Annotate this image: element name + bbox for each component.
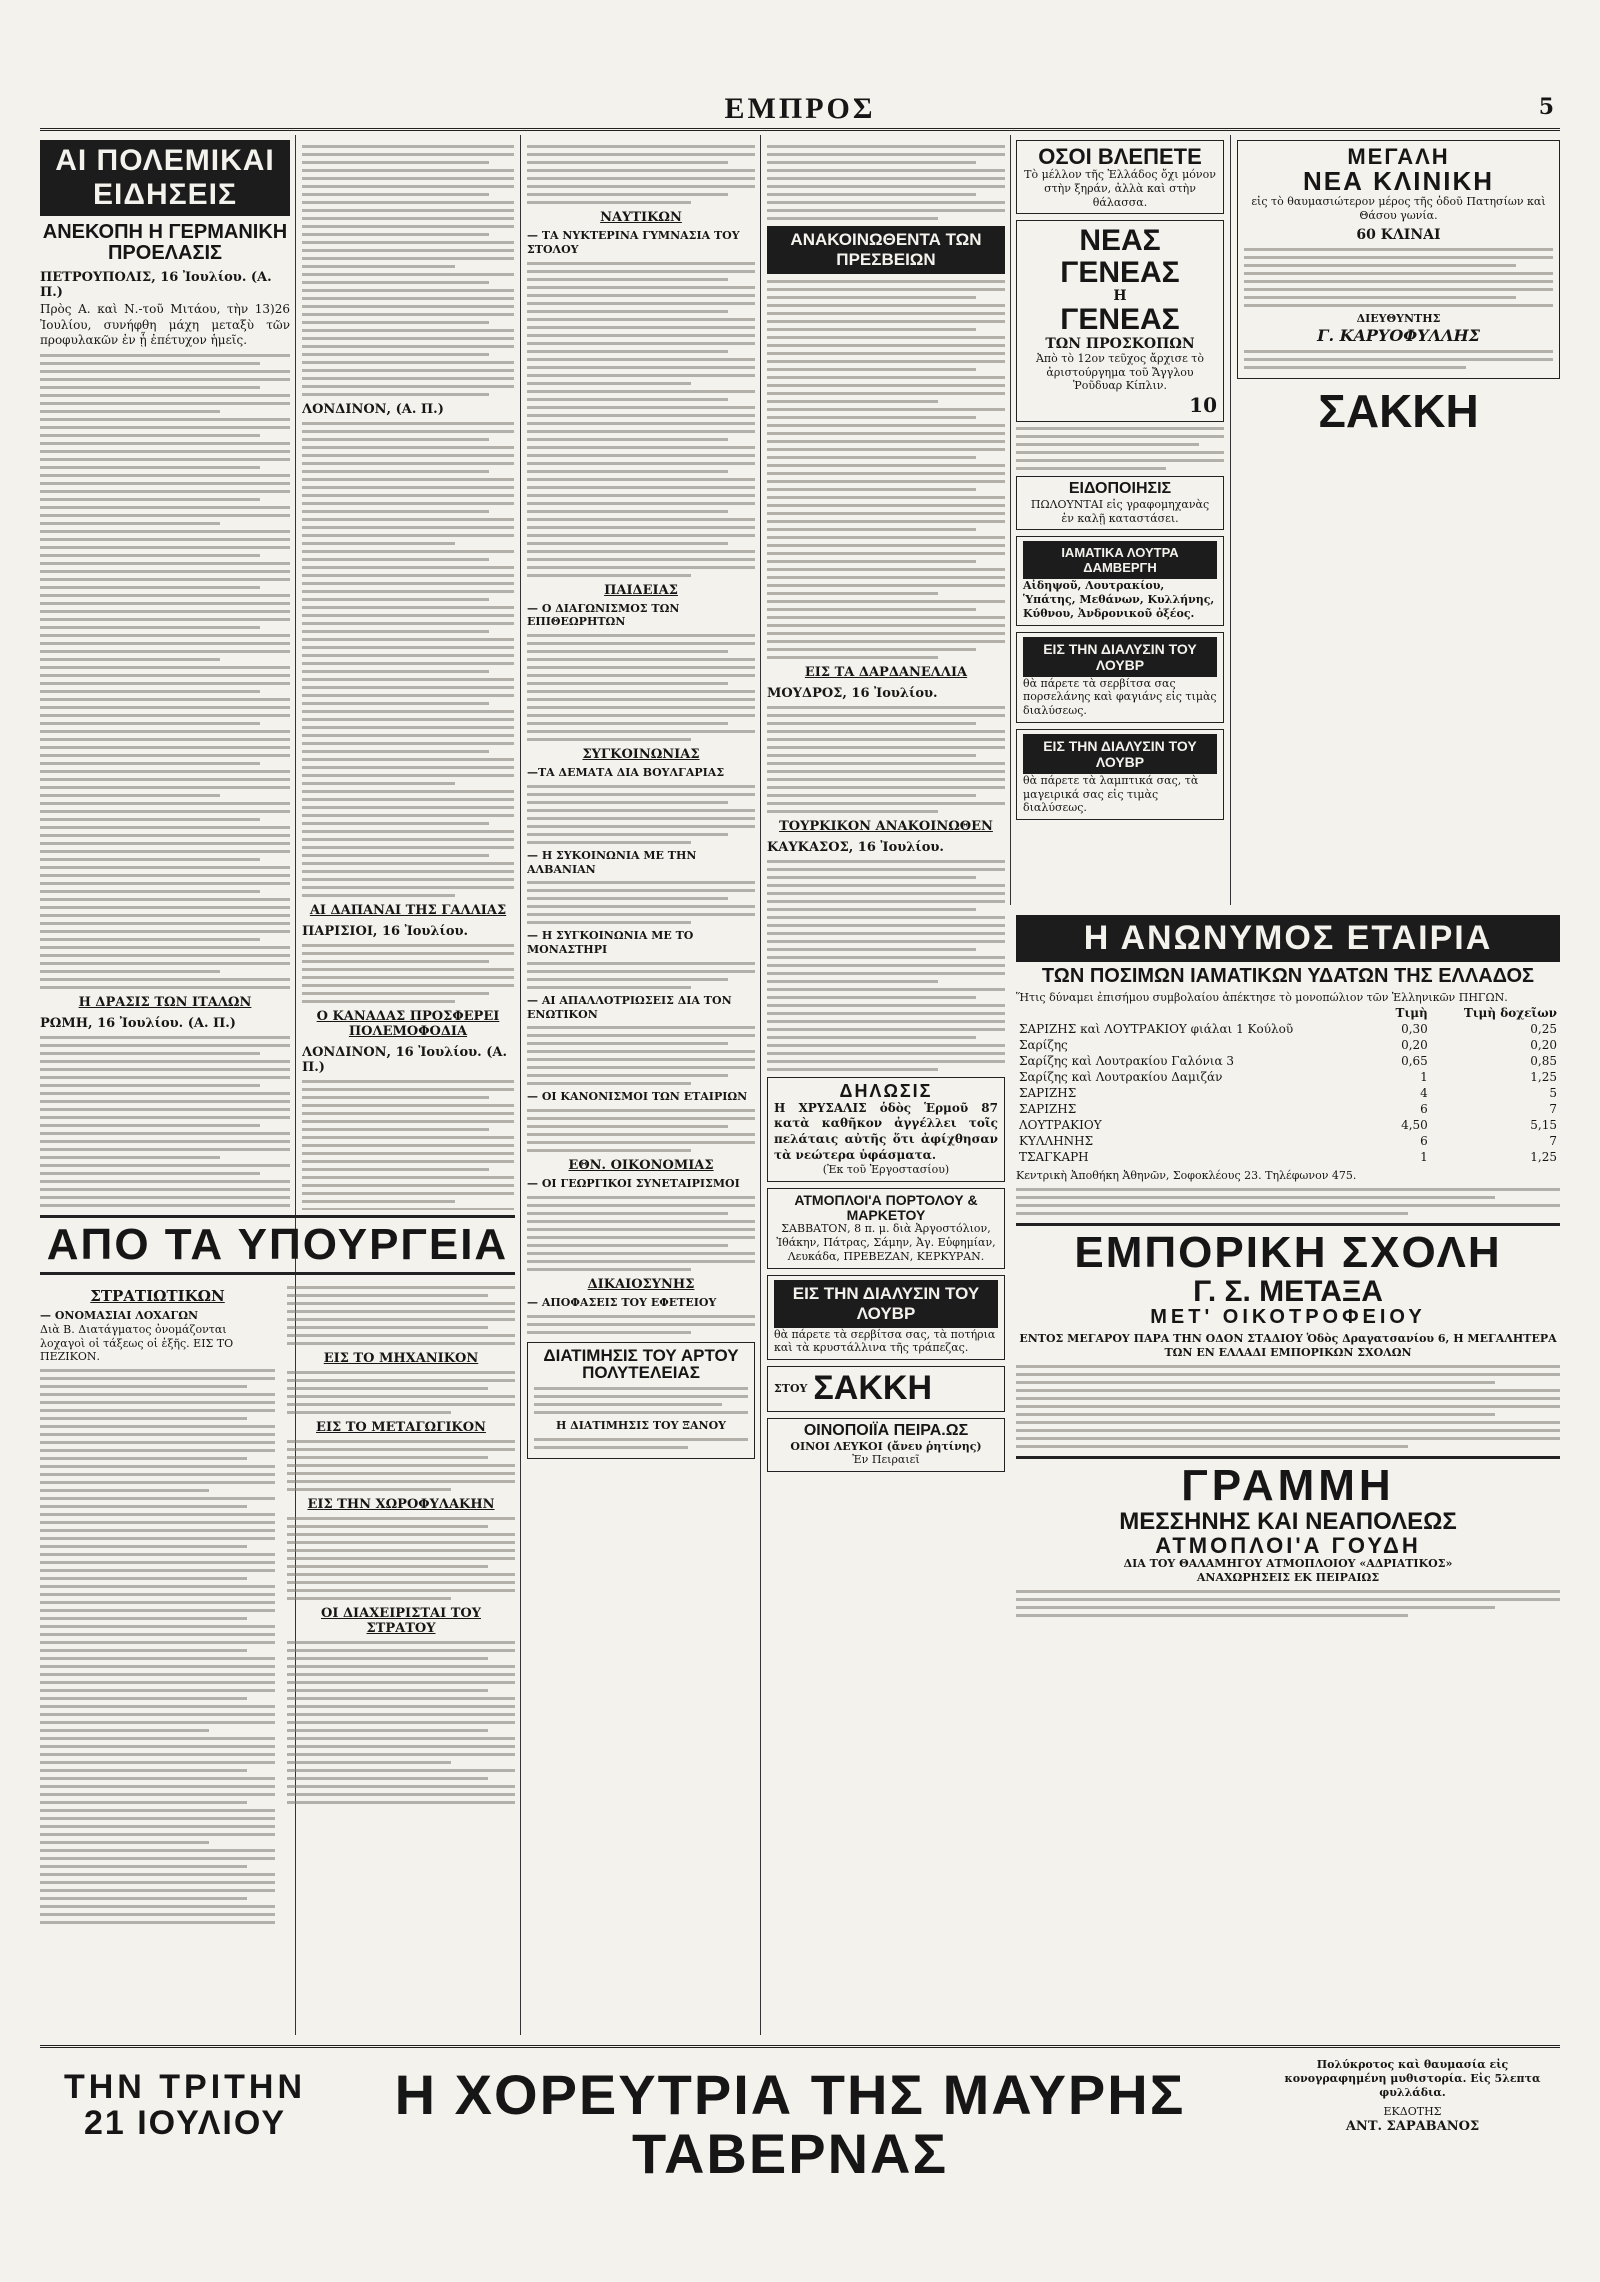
ad-director-label: ΔΙΕΥΘΥΝΤΗΣ — [1356, 311, 1441, 325]
sakki-ad — [767, 1366, 1005, 1412]
table-row: ΛΟΥΤΡΑΚΙΟΥ 4,50 5,15 — [1019, 1117, 1557, 1132]
section-title: ΕΘΝ. ΟΙΚΟΝΟΜΙΑΣ — [568, 1158, 714, 1173]
subsection-title: — ΟΙ ΚΑΝΟΝΙΣΜΟΙ ΤΩΝ ΕΤΑΙΡΙΩΝ — [527, 1090, 748, 1104]
dateline: ΡΩΜΗ, 16 Ἰουλίου. (Α. Π.) — [40, 1015, 236, 1031]
ad-text: Τὸ μέλλον τῆς Ἑλλάδος ὄχι μόνον στὴν ξηράν, ἀλλὰ καὶ στὴν θάλασσα. — [1024, 168, 1216, 209]
article-body — [40, 354, 290, 989]
bread-price-notice — [527, 1342, 755, 1459]
section-title: Η ΔΡΑΣΙΣ ΤΩΝ ΙΤΑΛΩΝ — [78, 994, 252, 1010]
article-paragraph: Διὰ Β. Διατάγματος ὀνομάζονται λοχαγοὶ οἱ τάξεως οἱ ἑξῆς. ΕΙΣ ΤΟ ΠΕΖΙΚΟΝ. — [40, 1322, 234, 1364]
dateline: ΚΑΥΚΑΣΟΣ, 16 Ἰουλίου. — [767, 840, 944, 855]
subsection-title: — ΑΠΟΦΑΣΕΙΣ ΤΟΥ ΕΦΕΤΕΙΟΥ — [527, 1295, 717, 1309]
ad-text: θὰ πάρετε τὰ σερβίτσα σας, τὰ ποτήρια καὶ τὰ κρυστάλλινα τῆς τράπεζας. — [774, 1327, 996, 1355]
ministries-news-column — [527, 140, 755, 2040]
newspaper-title: ΕΜΠΡΟΣ — [724, 92, 876, 125]
war-news-column-2 — [302, 140, 514, 1210]
ad-text: Αἰδηψοῦ, Λουτρακίου, Ὑπάτης, Μεθάνων, Κυλλήνης, Κύθνου, Ἀνδρονικοῦ ὀξέος. — [1023, 579, 1215, 620]
company-contacts: Κεντρικὴ Ἀποθήκη Ἀθηνῶν, Σοφοκλέους 23. Τηλέφωνον 475. — [1016, 1168, 1357, 1182]
notice-ad — [1016, 476, 1224, 530]
ad-address: Ἐν Πειραιεῖ — [852, 1453, 920, 1467]
company-intro: Ἥτις δύναμει ἐπισήμου συμβολαίου ἀπέκτησε τὸ μονοπώλιον τῶν Ἑλληνικῶν ΠΗΓΩΝ. — [1016, 991, 1508, 1004]
ad-title: ΑΤΜΟΠΛΟΙ'Α ΠΟΡΤΟΛΟΥ & ΜΑΡΚΕΤΟΥ — [794, 1192, 978, 1223]
notice-title: ΔΙΑΤΙΜΗΣΙΣ ΤΟΥ ΑΡΤΟΥ ΠΟΛΥΤΕΛΕΙΑΣ — [543, 1345, 739, 1383]
price-header: Τιμὴ — [1395, 1005, 1428, 1020]
subsection-title: — ΟΝΟΜΑΣΙΑΙ ΛΟΧΑΓΩΝ — [40, 1309, 199, 1323]
line-departures: ΑΝΑΧΩΡΗΣΕΙΣ ΕΚ ΠΕΙΡΑΙΩΣ — [1196, 1570, 1380, 1584]
dateline: ΠΑΡΙΣΙΟΙ, 16 Ἰουλίου. — [302, 924, 469, 939]
ad-title: ΣΑΚΚΗ — [813, 1369, 933, 1408]
messini-line-ad — [1016, 1456, 1560, 1617]
banner-title: Η ΧΟΡΕΥΤΡΙΑ ΤΗΣ ΜΑΥΡΗΣ ΤΑΒΕΡΝΑΣ — [394, 2063, 1186, 2185]
chrysalis-ad — [767, 1077, 1005, 1182]
price-header: Τιμὴ δοχεῖων — [1463, 1005, 1557, 1020]
subsection-title: —ΤΑ ΔΕΜΑΤΑ ΔΙΑ ΒΟΥΛΓΑΡΙΑΣ — [527, 766, 725, 779]
school-ad — [1016, 1223, 1560, 1448]
masthead — [40, 92, 1560, 131]
ad-title-2: ΝΕΑ ΚΛΙΝΙΚΗ — [1302, 166, 1494, 197]
section-title: Ο ΚΑΝΑΔΑΣ ΠΡΟΣΦΕΡΕΙ ΠΟΛΕΜΟΦΟΔΙΑ — [316, 1009, 500, 1039]
notice-subtitle: Η ΔΙΑΤΙΜΗΣΙΣ ΤΟΥ ΞΑΝΟΥ — [555, 1419, 727, 1433]
ad-title: ΕΙΣ ΤΗΝ ΔΙΑΛΥΣΙΝ ΤΟΥ ΛΟΥΒΡ — [774, 1280, 998, 1328]
winery-ad — [767, 1418, 1005, 1472]
ministries-section — [40, 1215, 515, 2045]
section-title: ΝΑΥΤΙΚΩΝ — [600, 210, 682, 225]
page-number: 5 — [1538, 94, 1554, 120]
embassy-announcements-column — [767, 140, 1005, 2040]
ad-text: ΟΙΝΟΙ ΛΕΥΚΟΙ (ἄνευ ῥητίνης) — [790, 1439, 982, 1453]
subsection-title: — ΤΑ ΝΥΚΤΕΡΙΝΑ ΓΥΜΝΑΣΙΑ ΤΟΥ ΣΤΟΛΟΥ — [527, 229, 740, 256]
section-title: ΟΙ ΔΙΑΧΕΙΡΙΣΤΑΙ ΤΟΥ ΣΤΡΑΤΟΥ — [321, 1606, 481, 1637]
ad-title: ΝΕΑΣ ΓΕΝΕΑΣ — [1060, 224, 1180, 289]
school-owner: Γ. Σ. ΜΕΤΑΞΑ — [1193, 1274, 1383, 1308]
school-text: ΕΝΤΟΣ ΜΕΓΑΡΟΥ ΠΑΡΑ ΤΗΝ ΟΔΟΝ ΣΤΑΔΙΟΥ Ὁδὸς Δραγατσανίου 6, Η ΜΕΓΑΛΗΤΕΡΑ ΤΩΝ ΕΝ ΕΛΛΑΔΙ ΕΜΠΟΡΙΚΩΝ ΣΧΟΛΩΝ — [1019, 1332, 1557, 1359]
table-row: Σαρίζης καὶ Λουτρακίου Δαμιζάν 1 1,25 — [1019, 1069, 1557, 1084]
section-title: ΕΙΣ ΤΟ ΜΗΧΑΝΙΚΟΝ — [323, 1351, 479, 1367]
ads-column-left — [1016, 140, 1224, 905]
dateline: ΛΟΝΔΙΝΟΝ, (Α. Π.) — [302, 402, 444, 417]
ad-director: Γ. ΚΑΡΥΟΦΥΛΛΗΣ — [1317, 325, 1480, 345]
subsection-title: — Ο ΔΙΑΓΩΝΙΣΜΟΣ ΤΩΝ ΕΠΙΘΕΩΡΗΤΩΝ — [527, 601, 680, 629]
ad-title: ΟΙΝΟΠΟΙΪΑ ΠΕΙΡΑ.ΩΣ — [803, 1421, 969, 1439]
louvre-clearance-ad — [767, 1275, 1005, 1361]
section-title: ΕΙΣ ΤΑ ΔΑΡΔΑΝΕΛΛΙΑ — [804, 665, 968, 680]
school-title: ΕΜΠΟΡΙΚΗ ΣΧΟΛΗ — [1074, 1227, 1502, 1277]
louvre-ad-2 — [1016, 729, 1224, 820]
section-title: ΑΙ ΔΑΠΑΝΑΙ ΤΗΣ ΓΑΛΛΙΑΣ — [309, 903, 507, 918]
ads-column-right — [1237, 140, 1560, 905]
table-row: ΣΑΡΙΖΗΣ 4 5 — [1019, 1085, 1557, 1100]
ad-prefix: ΣΤΟΥ — [774, 1382, 808, 1396]
ad-text: θὰ πάρετε τὰ σερβίτσα σας πορσελάνης καὶ φαγιάνς εἰς τιμὰς διαλύσεως. — [1023, 676, 1217, 718]
scouts-magazine-ad — [1016, 220, 1224, 422]
table-row: ΚΥΛΛΗΝΗΣ 6 7 — [1019, 1133, 1557, 1148]
line-subtitle: ΜΕΣΣΗΝΗΣ ΚΑΙ ΝΕΑΠΟΛΕΩΣ — [1119, 1507, 1457, 1535]
dateline: ΜΟΥΔΡΟΣ, 16 Ἰουλίου. — [767, 686, 938, 701]
ad-title-2: ΓΕΝΕΑΣ — [1060, 303, 1180, 337]
publisher-name: ΑΝΤ. ΣΑΡΑΒΑΝΟΣ — [1345, 2119, 1480, 2134]
ad-text: Η ΧΡΥΣΑΛΙΣ ὁδὸς Ἑρμοῦ 87 κατὰ καθῆκον ἀγγέλλει τοῖς πελάταις αὐτῆς ὅτι ἀφίχθησαν τὰ νεώτερα ὑφάσματα. — [774, 1100, 998, 1162]
section-title: ΤΟΥΡΚΙΚΟΝ ΑΝΑΚΟΙΝΩΘΕΝ — [779, 819, 993, 834]
section-title: ΣΥΓΚΟΙΝΩΝΙΑΣ — [582, 747, 700, 762]
table-row: ΣΑΡΙΖΗΣ 6 7 — [1019, 1101, 1557, 1116]
ad-text: ΣΑΒΒΑΤΟΝ, 8 π. μ. διὰ Ἀργοστόλιον, Ἰθάκην, Πάτρας, Σάμην, Ἀγ. Εὐφημίαν, Λευκάδα, ΠΡΕΒΕΖΑΝ, ΚΕΡΚΥΡΑΝ. — [776, 1222, 996, 1263]
subsection-title: — ΟΙ ΓΕΩΡΓΙΚΟΙ ΣΥΝΕΤΑΙΡΙΣΜΟΙ — [527, 1177, 740, 1190]
school-subtitle: ΜΕΤ' ΟΙΚΟΤΡΟΦΕΙΟΥ — [1150, 1306, 1426, 1329]
ad-title: ΕΙΣ ΤΗΝ ΔΙΑΛΥΣΙΝ ΤΟΥ ΛΟΥΒΡ — [1023, 637, 1217, 677]
louvre-ad-1 — [1016, 632, 1224, 723]
section-title: ΠΑΙΔΕΙΑΣ — [604, 582, 678, 598]
ad-title: ΕΙΔΟΠΟΙΗΣΙΣ — [1068, 480, 1172, 498]
ad-title: ΜΕΓΑΛΗ — [1347, 144, 1450, 169]
ad-beds: 60 ΚΛΙΝΑΙ — [1356, 226, 1441, 243]
sakki-banner: ΣΑΚΚΗ — [1318, 384, 1479, 437]
ad-mid: Η — [1113, 288, 1127, 305]
ad-title: ΕΙΣ ΤΗΝ ΔΙΑΛΥΣΙΝ ΤΟΥ ΛΟΥΒΡ — [1023, 734, 1217, 774]
ad-price: 10 — [1189, 393, 1217, 418]
company-subheadline: ΤΩΝ ΠΟΣΙΜΩΝ ΙΑΜΑΤΙΚΩΝ ΥΔΑΤΩΝ ΤΗΣ ΕΛΛΑΔΟΣ — [1041, 965, 1535, 987]
serial-novel-banner — [40, 2045, 1560, 2198]
ad-subtitle: ΤΩΝ ΠΡΟΣΚΟΠΩΝ — [1045, 335, 1195, 352]
table-row: ΣΑΡΙΖΗΣ καὶ ΛΟΥΤΡΑΚΙΟΥ φιάλαι 1 Κούλοῦ 0,30 0,25 — [1019, 1021, 1557, 1036]
company-headline: Η ΑΝΩΝΥΜΟΣ ΕΤΑΙΡΙΑ — [1016, 915, 1560, 962]
section-title: ΔΙΚΑΙΟΣΥΝΗΣ — [587, 1276, 695, 1292]
right-ads-block — [1016, 915, 1560, 2040]
ad-title: ΔΗΛΩΣΙΣ — [839, 1081, 933, 1101]
war-news-headline: ΑΙ ΠΟΛΕΜΙΚΑΙ ΕΙΔΗΣΕΙΣ — [40, 140, 290, 216]
ministries-headline: ΑΠΟ ΤΑ ΥΠΟΥΡΓΕΙΑ — [40, 1215, 515, 1275]
subsection-title: — Η ΣΥΓΚΟΙΝΩΝΙΑ ΜΕ ΤΟ ΜΟΝΑΣΤΗΡΙ — [527, 929, 694, 956]
section-title: ΕΙΣ ΤΟ ΜΕΤΑΓΩΓΙΚΟΝ — [316, 1420, 486, 1436]
publisher-label: ΕΚΔΟΤΗΣ — [1383, 2105, 1442, 2119]
banner-day: ΤΗΝ ΤΡΙΤΗΝ — [63, 2068, 307, 2106]
ad-text: ΠΩΛΟΥΝΤΑΙ εἰς γραφομηχανὰς ἐν καλῇ καταστάσει. — [1030, 497, 1210, 525]
ad-text: Ἀπὸ τὸ 12ον τεῦχος ἄρχισε τὸ ἀριστούργημα τοῦ Ἄγγλου Ῥοῦδυαρ Κίπλιν. — [1035, 351, 1204, 393]
table-row: Σαρίζης 0,20 0,20 — [1019, 1037, 1557, 1052]
clinic-ad — [1237, 140, 1560, 379]
ad-text: θὰ πάρετε τὰ λαμπτικά σας, τὰ μαγειρικά σας εἰς τιμὰς διαλύσεως. — [1023, 773, 1199, 815]
navy-league-ad — [1016, 140, 1224, 214]
subsection-title: — Η ΣΥΚΟΙΝΩΝΙΑ ΜΕ ΤΗΝ ΑΛΒΑΝΙΑΝ — [527, 848, 697, 876]
ad-note: (Ἐκ τοῦ Ἐργοστασίου) — [822, 1163, 950, 1177]
banner-description: Πολύκροτος καὶ θαυμασία εἰς κονογραφημένη μυθιστορία. Εἰς 5λεπτα φυλλάδια. — [1284, 2058, 1541, 2099]
article-paragraph: Πρὸς Α. καὶ Ν.-τοῦ Μιτάου, τὴν 13)26 Ἰουλίου, συνήφθη μάχη μεταξὺ τῶν προφυλακῶν ἐν ᾗ ἐπέτυχον ἡμεῖς. — [40, 302, 290, 348]
section-title: ΣΤΡΑΤΙΩΤΙΚΩΝ — [90, 1287, 225, 1306]
baths-ad — [1016, 536, 1224, 625]
subsection-title: — ΑΙ ΑΠΑΛΛΟΤΡΙΩΣΕΙΣ ΔΙΑ ΤΟΝ ΕΝΩΤΙΚΟΝ — [527, 993, 732, 1021]
section-title: ΕΙΣ ΤΗΝ ΧΩΡΟΦΥΛΑΚΗΝ — [307, 1497, 495, 1513]
water-price-table — [1016, 1005, 1560, 1165]
announcements-headline: ΑΝΑΚΟΙΝΩΘΕΝΤΑ ΤΩΝ ΠΡΕΣΒΕΙΩΝ — [767, 226, 1005, 274]
table-row: Σαρίζης καὶ Λουτρακίου Γαλόνια 3 0,65 0,85 — [1019, 1053, 1557, 1068]
table-row: ΤΣΑΓΚΑΡΗ 1 1,25 — [1019, 1149, 1557, 1164]
ad-title: ΟΣΟΙ ΒΛΕΠΕΤΕ — [1038, 144, 1202, 169]
dateline: ΠΕΤΡΟΥΠΟΛΙΣ, 16 Ἰουλίου. (Α. Π.) — [40, 270, 272, 300]
dateline: ΛΟΝΔΙΝΟΝ, 16 Ἰουλίου. (Α. Π.) — [302, 1045, 507, 1075]
line-title: ΓΡΑΜΜΗ — [1181, 1460, 1395, 1510]
war-news-column — [40, 140, 290, 1210]
shipping-line-ad — [767, 1188, 1005, 1269]
war-news-subheadline: ΑΝΕΚΟΠΗ Η ΓΕΡΜΑΝΙΚΗ ΠΡΟΕΛΑΣΙΣ — [42, 221, 288, 264]
banner-date: 21 ΙΟΥΛΙΟΥ — [83, 2103, 287, 2142]
line-company: ΑΤΜΟΠΛΟΙ'Α ΓΟΥΔΗ — [1155, 1533, 1421, 1559]
ad-text: εἰς τὸ θαυμασιώτερον μέρος τῆς ὁδοῦ Πατησίων καὶ Θάσου γωνία. — [1251, 195, 1546, 223]
line-text: ΔΙΑ ΤΟΥ ΘΑΛΑΜΗΓΟΥ ΑΤΜΟΠΛΟΙΟΥ «ΑΔΡΙΑΤΙΚΟΣ» — [1123, 1557, 1453, 1571]
ad-title: ΙΑΜΑΤΙΚΑ ΛΟΥΤΡΑ ΔΑΜΒΕΡΓΗ — [1023, 541, 1217, 579]
